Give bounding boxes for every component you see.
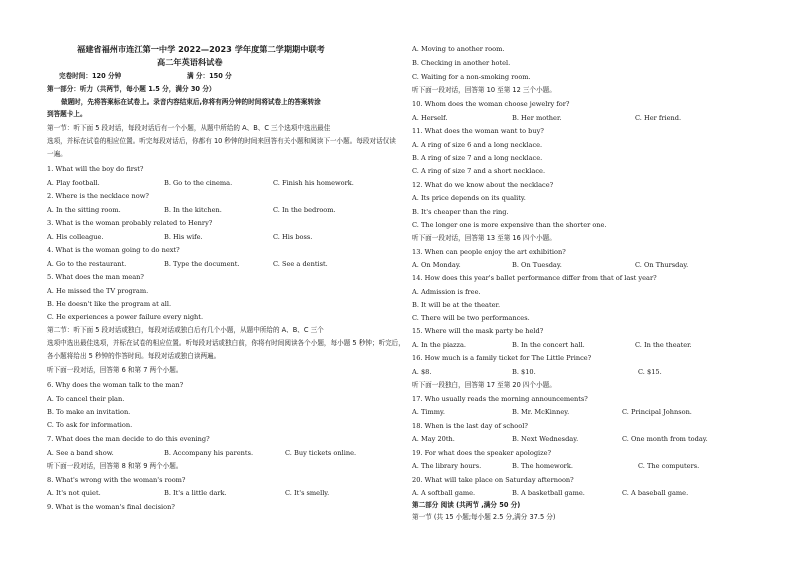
question-17: 17. Who usually reads the morning announcements? <box>412 395 588 403</box>
option: A. See a band show. <box>47 449 114 457</box>
option: A. A ring of size 6 and a long necklace. <box>412 141 543 149</box>
option: C. See a dentist. <box>273 260 328 268</box>
option: A. To cancel their plan. <box>47 395 125 403</box>
question-3: 3. What is the woman probably related to Henry? <box>47 219 213 227</box>
section2-instruction: 各小题将给出 5 秒钟的作答时间。每段对话或独白读两遍。 <box>47 352 221 360</box>
option: B. To make an invitation. <box>47 408 131 416</box>
part1-instruction: 到答题卡上。 <box>47 110 87 118</box>
question-9: 9. What is the woman's final decision? <box>47 503 175 511</box>
option: A. May 20th. <box>412 435 455 443</box>
option: A. In the sitting room. <box>47 206 121 214</box>
option: B. He doesn't like the program at all. <box>47 300 172 308</box>
option: B. Next Wednesday. <box>512 435 579 443</box>
question-11: 11. What does the woman want to buy? <box>412 127 544 135</box>
option: C. The longer one is more expensive than the shorter one. <box>412 221 607 229</box>
option: C. Buy tickets online. <box>285 449 357 457</box>
option: B. His wife. <box>164 233 203 241</box>
option: C. A ring of size 7 and a short necklace. <box>412 167 546 175</box>
option: B. The homework. <box>512 462 573 470</box>
option: C. Principal Johnson. <box>622 408 692 416</box>
exam-title: 福建省福州市连江第一中学 2022—2023 学年度第二学期期中联考 <box>77 44 325 54</box>
option: C. To ask for information. <box>47 421 133 429</box>
option: C. His boss. <box>273 233 313 241</box>
option: B. In the concert hall. <box>512 341 585 349</box>
option: C. In the bedroom. <box>273 206 336 214</box>
option: A. $8. <box>412 368 432 376</box>
question-16: 16. How much is a family ticket for The Little Prince? <box>412 354 592 362</box>
listening-prompt: 听下面一段对话，回答第 8 和第 9 两个小题。 <box>47 462 183 470</box>
exam-score: 满 分：150 分 <box>187 72 232 80</box>
section1-instruction: 一遍。 <box>47 150 67 158</box>
option: B. Go to the cinema. <box>164 179 233 187</box>
option: B. It's a little dark. <box>164 489 227 497</box>
exam-subtitle: 高二年英语科试卷 <box>157 57 223 67</box>
option: A. A softball game. <box>412 489 476 497</box>
option: C. One month from today. <box>622 435 708 443</box>
option: C. On Thursday. <box>635 261 689 269</box>
question-18: 18. When is the last day of school? <box>412 422 528 430</box>
option: C. Her friend. <box>635 114 682 122</box>
option: B. Accompany his parents. <box>164 449 254 457</box>
option: A. His colleague. <box>47 233 104 241</box>
listening-prompt: 听下面一段对话，回答第 13 至第 16 四个小题。 <box>412 234 556 242</box>
question-20: 20. What will take place on Saturday afternoon? <box>412 476 574 484</box>
listening-prompt: 听下面一段对话，回答第 6 和第 7 两个小题。 <box>47 366 183 374</box>
option: B. It will be at the theater. <box>412 301 501 309</box>
option: A. Go to the restaurant. <box>47 260 127 268</box>
question-5: 5. What does the man mean? <box>47 273 144 281</box>
question-7: 7. What does the man decide to do this evening? <box>47 435 210 443</box>
option: A. He missed the TV program. <box>47 287 149 295</box>
question-12: 12. What do we know about the necklace? <box>412 181 554 189</box>
option: A. The library hours. <box>412 462 482 470</box>
question-2: 2. Where is the necklace now? <box>47 192 149 200</box>
question-13: 13. When can people enjoy the art exhibition? <box>412 248 566 256</box>
option: C. The computers. <box>638 462 700 470</box>
option: A. It's not quiet. <box>47 489 101 497</box>
option: B. Her mother. <box>512 114 562 122</box>
option: B. Mr. McKinney. <box>512 408 570 416</box>
option: B. In the kitchen. <box>164 206 222 214</box>
question-6: 6. Why does the woman talk to the man? <box>47 381 184 389</box>
option: C. He experiences a power failure every night. <box>47 313 204 321</box>
option: A. Herself. <box>412 114 448 122</box>
option: B. Type the document. <box>164 260 240 268</box>
option: A. In the piazza. <box>412 341 467 349</box>
option: A. Play football. <box>47 179 100 187</box>
option: C. Waiting for a non-smoking room. <box>412 73 531 81</box>
question-15: 15. Where will the mask party be held? <box>412 327 544 335</box>
section1-instruction: 第一节：听下面 5 段对话，每段对话后有一个小题，从题中所给的 A、B、C 三个选项中选出最佳 <box>47 124 331 132</box>
option: B. It's cheaper than the ring. <box>412 208 509 216</box>
part2-section1: 第一节 (共 15 小题;每小题 2.5 分,满分 37.5 分) <box>412 513 556 521</box>
option: A. Moving to another room. <box>412 45 505 53</box>
section2-instruction: 选项中选出最佳选项，并标在试卷的相应位置。听每段对话或独白前，你将有时间阅读各个小题，每小题 5 秒钟；听完后， <box>47 339 405 347</box>
option: C. Finish his homework. <box>273 179 354 187</box>
option: A. Timmy. <box>412 408 445 416</box>
part1-heading: 第一部分：听力（共两节，每小题 1.5 分，满分 30 分） <box>47 85 216 93</box>
option: B. A basketball game. <box>512 489 585 497</box>
option: C. $15. <box>638 368 662 376</box>
section1-instruction: 选项，并标在试卷的相应位置。听完每段对话后，你都有 10 秒钟的时间来回答有关小题和阅读下一小题。每段对话仅读 <box>47 137 396 145</box>
option: C. There will be two performances. <box>412 314 530 322</box>
option: A. Admission is free. <box>412 288 481 296</box>
listening-prompt: 听下面一段对话，回答第 10 至第 12 三个小题。 <box>412 86 556 94</box>
section2-instruction: 第二节：听下面 5 段对话或独白，每段对话或独白后有几个小题，从题中所给的 A、B、C 三个 <box>47 326 324 334</box>
option: B. $10. <box>512 368 536 376</box>
option: B. Checking in another hotel. <box>412 59 511 67</box>
option: C. In the theater. <box>635 341 692 349</box>
question-19: 19. For what does the speaker apologize? <box>412 449 552 457</box>
question-14: 14. How does this year's ballet performance differ from that of last year? <box>412 274 657 282</box>
option: A. Its price depends on its quality. <box>412 194 526 202</box>
question-4: 4. What is the woman going to do next? <box>47 246 180 254</box>
part2-heading: 第二部分 阅读 (共两节 ,满分 50 分) <box>412 501 521 509</box>
option: B. A ring of size 7 and a long necklace. <box>412 154 543 162</box>
option: A. On Monday. <box>412 261 461 269</box>
option: C. It's smelly. <box>285 489 330 497</box>
part1-instruction: 做题时，先将答案标在试卷上。录音内容结束后,你将有两分钟的时间将试卷上的答案转涂 <box>61 98 321 106</box>
question-10: 10. Whom does the woman choose jewelry for? <box>412 100 570 108</box>
option: C. A baseball game. <box>622 489 689 497</box>
question-1: 1. What will the boy do first? <box>47 165 144 173</box>
exam-time: 完卷时间：120 分钟 <box>59 72 122 80</box>
option: B. On Tuesday. <box>512 261 562 269</box>
listening-prompt: 听下面一段独白，回答第 17 至第 20 四个小题。 <box>412 381 556 389</box>
question-8: 8. What's wrong with the woman's room? <box>47 476 186 484</box>
